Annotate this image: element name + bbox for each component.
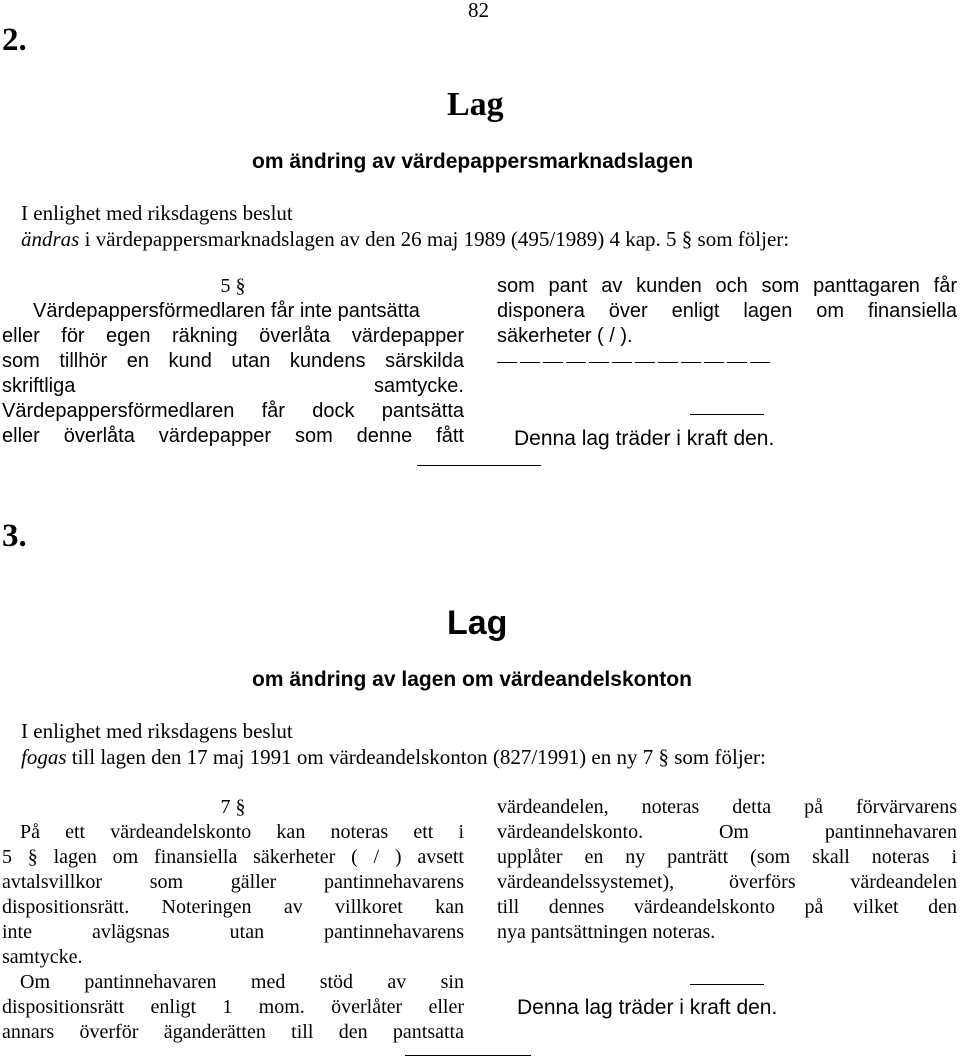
s3-right-line-1: värdeandelen, noteras detta på förvärvarens bbox=[497, 796, 957, 818]
section-3-intro-rest: till lagen den 17 maj 1991 om värdeandelskonton (827/1991) en ny 7 § som följer: bbox=[66, 745, 766, 769]
s2-end-rule bbox=[417, 465, 541, 466]
section-2-intro-rest: i värdepappersmarknadslagen av den 26 maj 1989 (495/1989) 4 kap. 5 § som följer: bbox=[79, 227, 790, 251]
s3-right-line-5: till dennes värdeandelskonto på vilket den bbox=[497, 896, 957, 918]
section-3-closing: Denna lag träder i kraft den. bbox=[517, 996, 778, 1019]
section-2-intro-verb: ändras bbox=[21, 227, 80, 251]
s2-left-line-2: eller för egen räkning överlåta värdepapper bbox=[2, 325, 464, 347]
section-3-left-column bbox=[2, 795, 464, 1045]
section-3-intro-verb: fogas bbox=[21, 745, 67, 769]
section-2-left-column bbox=[2, 274, 464, 449]
s3-left-line-5: inte avlägsnas utan pantinnehavarens bbox=[2, 921, 464, 943]
section-2-closing: Denna lag träder i kraft den. bbox=[514, 427, 775, 450]
s2-left-line-4: skriftliga samtycke. bbox=[2, 375, 464, 397]
s2-left-line-1: Värdepappersförmedlaren får inte pantsätta bbox=[33, 300, 420, 322]
paragraph-sign-7: 7 § bbox=[220, 796, 246, 818]
s3-right-line-3: upplåter en ny panträtt (som skall noteras i bbox=[497, 846, 957, 868]
s2-left-line-3: som tillhör en kund utan kundens särskilda bbox=[2, 350, 464, 372]
page-number: 82 bbox=[468, 0, 489, 22]
s3-left-line-8: dispositionsrätt enligt 1 mom. överlåter eller bbox=[2, 996, 464, 1018]
section-2-title: om ändring av värdepappersmarknadslagen bbox=[252, 150, 694, 173]
s3-left-line-7: Om pantinnehavaren med stöd av sin bbox=[20, 971, 464, 993]
section-2-intro-line2 bbox=[21, 227, 789, 252]
section-3-intro-line1: I enlighet med riksdagens beslut bbox=[21, 719, 293, 743]
s3-right-line-2: värdeandelskonto. Om pantinnehavaren bbox=[497, 821, 957, 843]
s3-left-line-6: samtycke. bbox=[2, 946, 83, 968]
section-2-intro-line1: I enlighet med riksdagens beslut bbox=[21, 201, 293, 225]
section-3-intro-line2 bbox=[21, 745, 766, 770]
section-3-title: om ändring av lagen om värdeandelskonton bbox=[252, 668, 692, 691]
s2-right-line-1: som pant av kunden och som panttagaren får bbox=[497, 275, 957, 297]
section-number-3: 3. bbox=[2, 518, 27, 554]
s2-right-line-2: disponera över enligt lagen om finansiella bbox=[497, 300, 957, 322]
s3-end-rule bbox=[405, 1055, 531, 1056]
s3-left-line-1: På ett värdeandelskonto kan noteras ett i bbox=[20, 821, 464, 843]
section-2-heading: Lag bbox=[447, 86, 504, 123]
s2-right-line-3: säkerheter ( / ). bbox=[497, 325, 633, 347]
s3-left-line-3: avtalsvillkor som gäller pantinnehavarens bbox=[2, 871, 464, 893]
section-number-2: 2. bbox=[2, 22, 27, 58]
s3-left-line-4: dispositionsrätt. Noteringen av villkoret kan bbox=[2, 896, 464, 918]
s2-short-rule bbox=[690, 414, 764, 415]
s2-left-line-6: eller överlåta värdepapper som denne fått bbox=[2, 425, 464, 447]
s3-right-line-4: värdeandelssystemet), överförs värdeandelen bbox=[497, 871, 957, 893]
s2-omitted-text-dashes: — — — — — — — — — — — — bbox=[497, 350, 769, 372]
s3-right-line-6: nya pantsättningen noteras. bbox=[497, 921, 716, 943]
s3-left-line-9: annars överför äganderätten till den pantsatta bbox=[2, 1021, 464, 1043]
section-3-heading: Lag bbox=[447, 604, 508, 642]
section-2-right-column bbox=[497, 274, 957, 374]
s2-left-line-5: Värdepappersförmedlaren får dock pantsätta bbox=[2, 400, 464, 422]
paragraph-sign-5: 5 § bbox=[220, 275, 246, 297]
s3-short-rule bbox=[690, 984, 764, 985]
s3-left-line-2: 5 § lagen om finansiella säkerheter ( / ) avsett bbox=[2, 846, 464, 868]
section-3-right-column bbox=[497, 795, 957, 945]
